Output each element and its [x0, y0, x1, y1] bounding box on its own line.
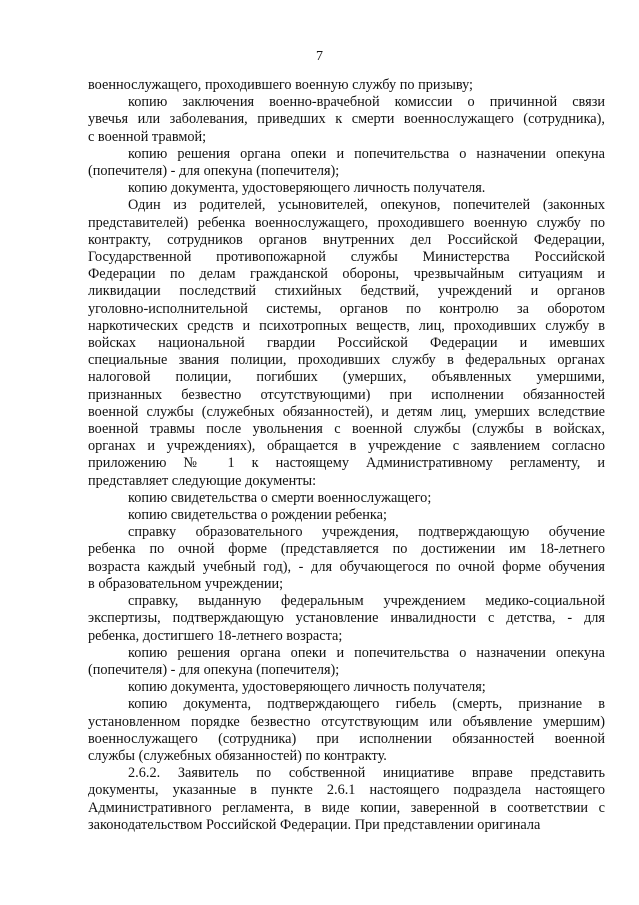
- text-line: копию документа, удостоверяющего личность получателя.: [128, 180, 486, 197]
- text-line: военной травмы после увольнения с военной службы (службы в войсках,: [88, 421, 605, 438]
- text-line: увечья или заболевания, приведших к смерти военнослужащего (сотрудника),: [88, 111, 605, 128]
- text-line: Один из родителей, усыновителей, опекунов, попечителей (законных: [128, 197, 605, 214]
- text-line: справку, выданную федеральным учреждением медико-социальной: [128, 593, 605, 610]
- text-line: службы (служебных обязанностей) по контракту.: [88, 747, 387, 764]
- paragraph: [88, 146, 605, 180]
- text-line: признанных безвестно отсутствующими) при исполнении обязанностей: [88, 386, 605, 403]
- paragraph: [88, 679, 605, 696]
- text-line: копию документа, удостоверяющего личность получателя;: [128, 679, 486, 696]
- paragraph: [88, 765, 605, 834]
- text-line: копию свидетельства о рождении ребенка;: [128, 507, 387, 524]
- text-line: экспертизы, подтверждающую установление инвалидности с детства, - для: [88, 610, 605, 627]
- text-line: налоговой полиции, погибших (умерших, объявленных умершими,: [88, 369, 605, 386]
- text-line: копию решения органа опеки и попечительства о назначении опекуна: [128, 644, 605, 661]
- paragraph: [88, 593, 605, 645]
- text-line: установленном порядке безвестно отсутствующим или объявление умершим): [88, 713, 605, 730]
- text-line: документы, указанные в пункте 2.6.1 настоящего подраздела настоящего: [88, 782, 605, 799]
- page-number: 7: [316, 49, 323, 64]
- text-line: Федерации по делам гражданской обороны, чрезвычайным ситуациям и: [88, 266, 605, 283]
- text-line: Государственной противопожарной службы Министерства Российской: [88, 249, 605, 266]
- text-line: 2.6.2. Заявитель по собственной инициативе вправе представить: [128, 765, 605, 782]
- text-line: военнослужащего (сотрудника) при исполнении обязанностей военной: [88, 730, 605, 747]
- text-line: уголовно-исполнительной системы, органов по контролю за оборотом: [88, 300, 605, 317]
- text-line: военной службы (служебных обязанностей), и детям лиц, умерших вследствие: [88, 403, 605, 420]
- text-line: копию решения органа опеки и попечительства о назначении опекуна: [128, 145, 605, 162]
- text-line: с военной травмой;: [88, 128, 207, 145]
- text-line: в образовательном учреждении;: [88, 575, 284, 592]
- text-line: войсках национальной гвардии Российской Федерации и имевших: [88, 335, 605, 352]
- text-line: возраста каждый учебный год), - для обучающегося по очной форме обучения: [88, 558, 605, 575]
- text-line: ликвидации последствий стихийных бедствий, учреждений и органов: [88, 283, 605, 300]
- paragraph: [88, 77, 605, 94]
- text-line: представляет следующие документы:: [88, 472, 317, 489]
- text-line: (попечителя) - для опекуна (попечителя);: [88, 163, 340, 180]
- document-body: [88, 77, 605, 834]
- paragraph: [88, 94, 605, 146]
- text-line: представителей) ребенка военнослужащего, проходившего военную службу по: [88, 214, 605, 231]
- text-line: (попечителя) - для опекуна (попечителя);: [88, 661, 340, 678]
- text-line: специальные звания полиции, проходивших службу в федеральных органах: [88, 352, 605, 369]
- text-line: ребенка по очной форме (представляется по достижении им 18-летнего: [88, 541, 605, 558]
- text-line: копию документа, подтверждающего гибель (смерть, признание в: [128, 696, 605, 713]
- paragraph: [88, 197, 605, 489]
- text-line: контракту, сотрудников органов внутренних дел Российской Федерации,: [88, 231, 605, 248]
- text-line: ребенка, достигшего 18-летнего возраста;: [88, 627, 343, 644]
- paragraph: [88, 524, 605, 593]
- text-line: военнослужащего, проходившего военную службу по призыву;: [88, 77, 474, 93]
- text-line: справку образовательного учреждения, подтверждающую обучение: [128, 524, 605, 541]
- paragraph: [88, 180, 605, 197]
- text-line: копию заключения военно-врачебной комиссии о причинной связи: [128, 94, 605, 111]
- text-line: органах и учреждениях), обращается в учреждение с заявлением согласно: [88, 438, 605, 455]
- paragraph: [88, 696, 605, 765]
- paragraph: [88, 507, 605, 524]
- text-line: Административного регламента, в виде копии, заверенной в соответствии с: [88, 799, 605, 816]
- text-line: законодательством Российской Федерации. При представлении оригинала: [88, 816, 541, 833]
- paragraph: [88, 645, 605, 679]
- paragraph: [88, 490, 605, 507]
- text-line: копию свидетельства о смерти военнослужащего;: [128, 489, 432, 506]
- text-line: наркотических средств и психотропных веществ, лиц, проходивших службу в: [88, 317, 605, 334]
- text-line: приложению № 1 к настоящему Административному регламенту, и: [88, 455, 605, 472]
